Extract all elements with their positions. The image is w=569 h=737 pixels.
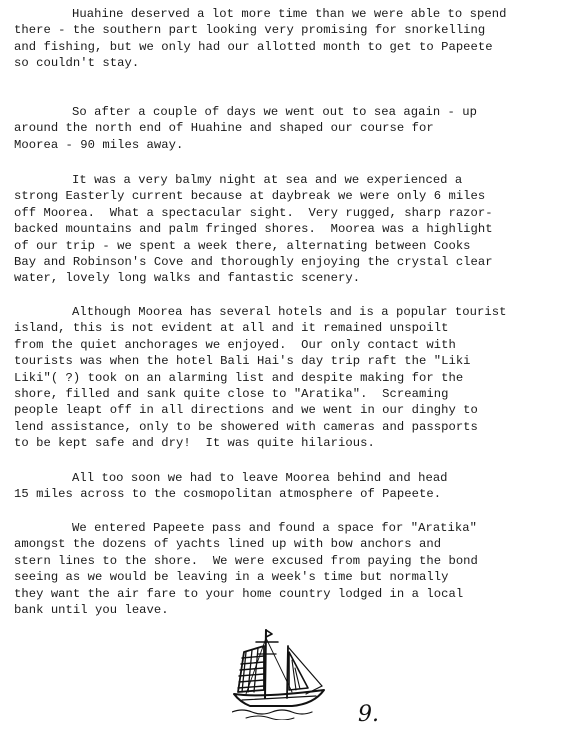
text-line: strong Easterly current because at daybreak we were only 6 miles	[14, 189, 486, 204]
text-line: 15 miles across to the cosmopolitan atmosphere of Papeete.	[14, 487, 442, 502]
text-line: lend assistance, only to be showered with cameras and passports	[14, 419, 478, 434]
paragraph-moorea-arrival	[14, 172, 564, 287]
text-line: island, this is not evident at all and it remained unspoilt	[14, 321, 449, 336]
text-line: of our trip - we spent a week there, alternating between Cooks	[14, 238, 471, 253]
text-line: It was a very balmy night at sea and we experienced a	[72, 173, 463, 187]
sailing-ship-sketch-icon	[232, 628, 328, 720]
paragraph-moorea-hotels	[14, 304, 564, 452]
paragraph-papeete	[14, 520, 564, 618]
text-line: around the north end of Huahine and shaped our course for	[14, 121, 434, 136]
text-line: seeing as we would be leaving in a week's time but normally	[14, 570, 449, 585]
text-line: All too soon we had to leave Moorea behind and head	[72, 471, 448, 485]
text-line: So after a couple of days we went out to sea again - up	[72, 105, 478, 119]
text-line: Liki"( ?) took on an alarming list and despite making for the	[14, 370, 464, 385]
text-line: water, lovely long walks and fantastic scenery.	[14, 271, 361, 286]
text-line: to be kept safe and dry! It was quite hilarious.	[14, 436, 375, 451]
text-line: they want the air fare to your home country lodged in a local	[14, 586, 464, 601]
text-line: off Moorea. What a spectacular sight. Very rugged, sharp razor-	[14, 205, 493, 220]
text-line: from the quiet anchorages we enjoyed. Our only contact with	[14, 337, 456, 352]
paragraph-leave-moorea	[14, 470, 564, 503]
paragraph-out-to-sea	[14, 104, 564, 153]
text-line: backed mountains and palm fringed shores. Moorea was a highlight	[14, 222, 493, 237]
page-number: 9.	[358, 702, 379, 727]
text-line: shore, filled and sank quite close to "Aratika". Screaming	[14, 386, 449, 401]
text-line: amongst the dozens of yachts lined up with bow anchors and	[14, 537, 442, 552]
text-line: bank until you leave.	[14, 602, 169, 617]
text-line: tourists was when the hotel Bali Hai's day trip raft the "Liki	[14, 354, 471, 369]
text-line: people leapt off in all directions and we went in our dinghy to	[14, 403, 478, 418]
text-line: Huahine deserved a lot more time than we were able to spend	[72, 7, 507, 21]
text-line: Moorea - 90 miles away.	[14, 137, 184, 152]
text-line: stern lines to the shore. We were excused from paying the bond	[14, 553, 478, 568]
text-line: there - the southern part looking very promising for snorkelling	[14, 23, 486, 38]
text-line: We entered Papeete pass and found a space for "Aratika"	[72, 521, 478, 535]
text-line: Bay and Robinson's Cove and thoroughly enjoying the crystal clear	[14, 254, 493, 269]
paragraph-huahine	[14, 6, 564, 72]
text-line: Although Moorea has several hotels and is a popular tourist	[72, 305, 507, 319]
text-line: and fishing, but we only had our allotted month to get to Papeete	[14, 39, 493, 54]
text-line: so couldn't stay.	[14, 56, 140, 71]
